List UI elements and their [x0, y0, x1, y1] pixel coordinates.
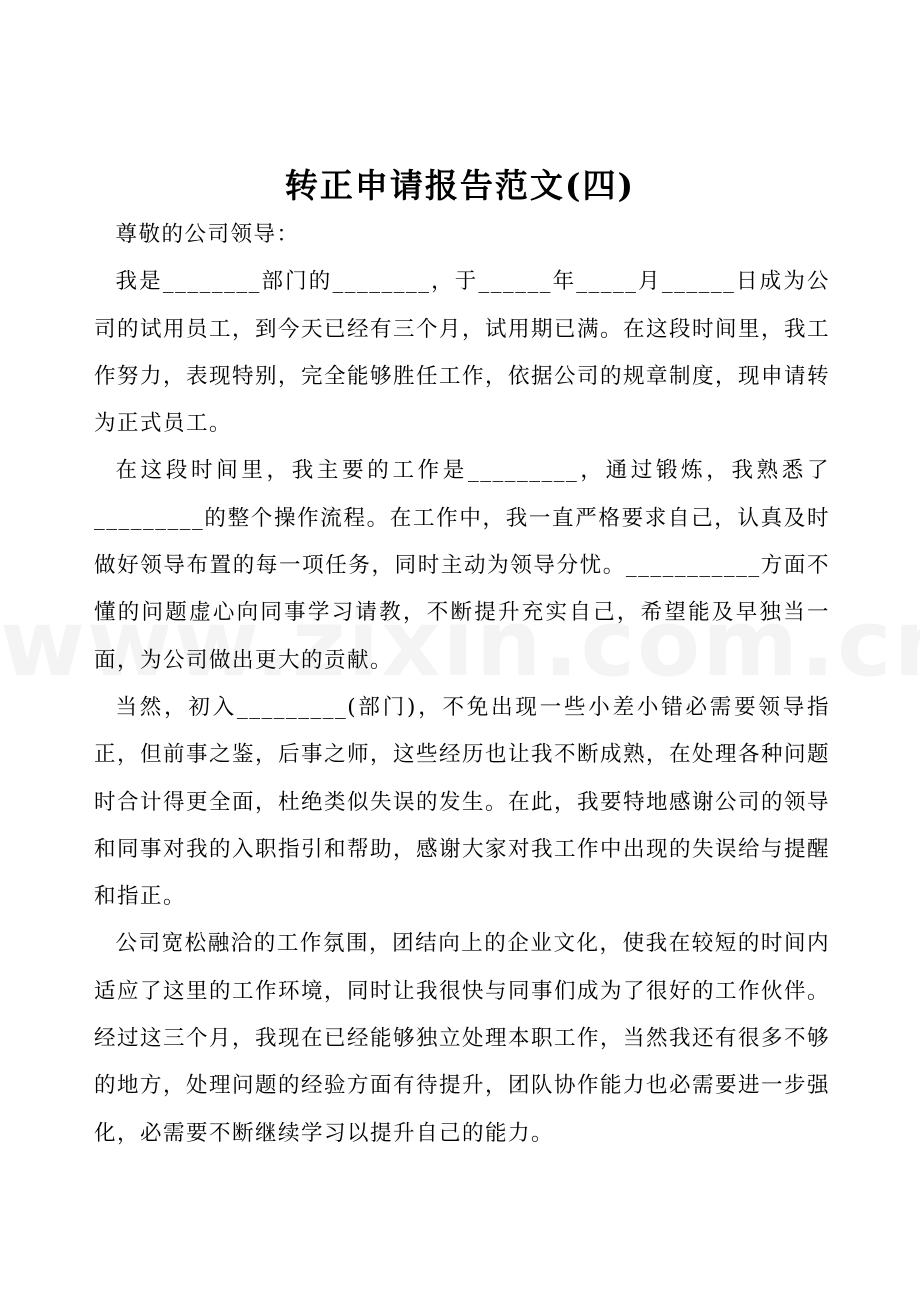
document-body	[94, 211, 830, 1157]
paragraph-3: 当然，初入_________(部门)，不免出现一些小差小错必需要领导指正，但前事之鉴，后事之师，这些经历也让我不断成熟，在处理各种问题时合计得更全面，杜绝类似失误的发生。在此，我要特地感谢公司的领导和同事对我的入职指引和帮助，感谢大家对我工作中出现的失误给与提醒和指正。	[94, 694, 831, 910]
document-title: 转正申请报告范文(四)	[284, 166, 636, 205]
salutation: 尊敬的公司领导：	[115, 222, 300, 247]
paragraph-4: 公司宽松融洽的工作氛围，团结向上的企业文化，使我在较短的时间内适应了这里的工作环境，同时让我很快与同事们成为了很好的工作伙伴。经过这三个月，我现在已经能够独立处理本职工作，当然我还有很多不够的地方，处理问题的经验方面有待提升，团队协作能力也必需要进一步强化，必需要不断继续学习以提升自己的能力。	[94, 931, 831, 1146]
paragraph-2: 在这段时间里，我主要的工作是_________，通过锻炼，我熟悉了_________的整个操作流程。在工作中，我一直严格要求自己，认真及时做好领导布置的每一项任务，同时主动为领导分忧。___________方面不懂的问题虚心向同事学习请教，不断提升充实自己，希望能及早独当一面，为公司做出更大的贡献。	[94, 458, 830, 673]
paragraph-1: 我是________部门的________，于______年_____月______日成为公司的试用员工，到今天已经有三个月，试用期已满。在这段时间里，我工作努力，表现特别，完全能够胜任工作，依据公司的规章制度，现申请转为正式员工。	[94, 269, 831, 437]
